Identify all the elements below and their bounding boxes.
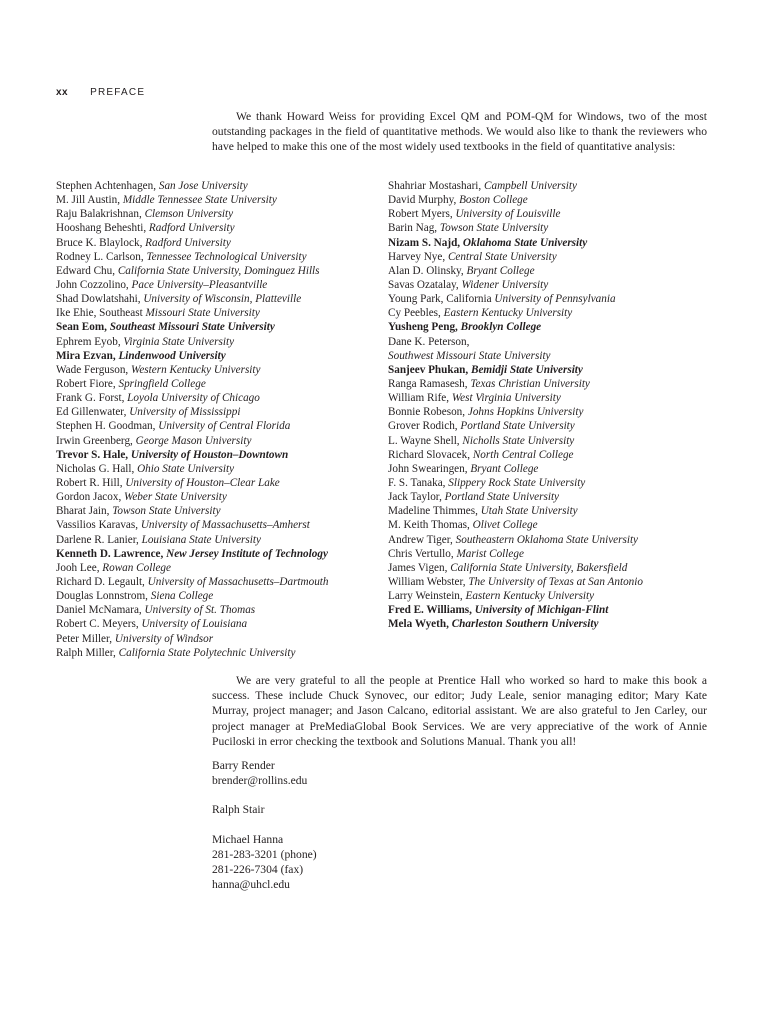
reviewer-affiliation: Springfield College xyxy=(118,377,206,390)
reviewer-entry xyxy=(56,363,329,377)
reviewer-entry xyxy=(388,292,643,306)
reviewer-affiliation: Southwest Missouri State University xyxy=(388,349,551,362)
reviewer-affiliation: Tennessee Technological University xyxy=(146,250,307,263)
reviewer-entry xyxy=(388,320,643,334)
reviewer-entry xyxy=(56,575,329,589)
reviewer-name: Peter Miller, xyxy=(56,632,115,645)
reviewer-name: Irwin Greenberg, xyxy=(56,434,136,447)
reviewer-entry xyxy=(56,306,329,320)
reviewer-affiliation: University of Massachusetts–Dartmouth xyxy=(147,575,329,588)
reviewers-right-column xyxy=(388,179,643,632)
reviewer-affiliation: University of Louisville xyxy=(455,208,561,221)
reviewer-affiliation: Ohio State University xyxy=(137,462,235,475)
reviewer-entry xyxy=(388,278,643,292)
reviewer-entry xyxy=(56,561,329,575)
reviewer-name: Bruce K. Blaylock, xyxy=(56,236,146,249)
reviewer-affiliation: Towson State University xyxy=(439,222,549,235)
reviewer-entry xyxy=(56,278,329,292)
reviewer-entry xyxy=(388,193,643,207)
reviewer-affiliation: Middle Tennessee State University xyxy=(122,194,277,207)
reviewer-entry xyxy=(56,632,329,646)
reviewer-affiliation: University of Wisconsin, Platteville xyxy=(143,293,302,306)
intro-paragraph: We thank Howard Weiss for providing Excel QM and POM-QM for Windows, two of the most outstanding packages in the field of quantitative methods. We would also like to thank the reviewers who have helped to make this one of the most widely used textbooks in the field of quantitative analysis: xyxy=(212,110,707,154)
reviewer-name: Wade Ferguson, xyxy=(56,363,132,376)
reviewer-entry xyxy=(388,448,643,462)
reviewer-name: Shahriar Mostashari, xyxy=(388,180,485,192)
reviewer-affiliation: The University of Texas at San Antonio xyxy=(468,575,643,588)
reviewer-affiliation: Utah State University xyxy=(480,505,578,518)
author-phone: 281-283-3201 (phone) xyxy=(212,847,317,861)
reviewer-entry xyxy=(388,306,643,320)
reviewer-entry xyxy=(56,589,329,603)
reviewer-affiliation: California State Polytechnic University xyxy=(118,646,296,659)
reviewer-affiliation: Marist College xyxy=(456,547,524,560)
reviewer-name: James Vigen, xyxy=(388,561,451,574)
reviewer-name: Bharat Jain, xyxy=(56,505,113,518)
reviewer-entry xyxy=(56,434,329,448)
reviewer-entry xyxy=(388,561,643,575)
reviewer-affiliation: Charleston Southern University xyxy=(451,618,599,631)
section-title: PREFACE xyxy=(90,87,146,98)
reviewer-entry xyxy=(388,250,643,264)
reviewer-affiliation: Missouri State University xyxy=(145,307,260,320)
reviewer-affiliation: Lindenwood University xyxy=(118,349,226,362)
reviewer-entry xyxy=(388,405,643,419)
reviewer-name: Robert Fiore, xyxy=(56,377,119,390)
author-email: brender@rollins.edu xyxy=(212,774,308,788)
reviewer-entry xyxy=(388,603,643,617)
reviewer-affiliation: Portland State University xyxy=(460,420,575,433)
author-name: Barry Render xyxy=(212,759,275,772)
reviewer-affiliation: University of St. Thomas xyxy=(144,604,256,617)
reviewer-entry xyxy=(388,391,643,405)
reviewer-name: Rodney L. Carlson, xyxy=(56,250,147,263)
reviewer-entry xyxy=(388,476,643,490)
reviewer-name: Nicholas G. Hall, xyxy=(56,462,138,475)
reviewer-affiliation: Clemson University xyxy=(144,208,234,221)
reviewer-affiliation: Brooklyn College xyxy=(460,321,542,334)
reviewer-entry xyxy=(388,533,643,547)
reviewer-name: Grover Rodich, xyxy=(388,420,461,433)
reviewer-name: Ike Ehie, Southeast xyxy=(56,307,146,320)
reviewer-name: John Cozzolino, xyxy=(56,278,132,291)
author-name: Michael Hanna xyxy=(212,832,284,846)
reviewer-name: Sanjeev Phukan, xyxy=(388,363,471,376)
reviewer-entry xyxy=(56,377,329,391)
reviewer-entry xyxy=(388,490,643,504)
reviewer-name: Sean Eom, xyxy=(56,321,110,334)
reviewer-entry xyxy=(56,490,329,504)
reviewer-entry xyxy=(56,646,329,660)
reviewer-name: Savas Ozatalay, xyxy=(388,278,462,291)
reviewer-affiliation: Boston College xyxy=(459,194,528,207)
reviewer-name: Young Park, California xyxy=(388,293,495,306)
reviewer-name: Vassilios Karavas, xyxy=(56,519,141,532)
author-email: hanna@uhcl.edu xyxy=(212,878,290,892)
reviewer-name: Douglas Lonnstrom, xyxy=(56,590,151,603)
reviewer-affiliation: University of Louisiana xyxy=(141,618,248,631)
reviewer-affiliation: Towson State University xyxy=(112,505,221,518)
reviewer-name: Madeline Thimmes, xyxy=(388,505,481,518)
reviewer-entry xyxy=(388,179,643,193)
reviewer-name: Kenneth D. Lawrence, xyxy=(56,547,167,560)
reviewer-affiliation: Widener University xyxy=(461,278,549,291)
reviewer-affiliation: Virginia State University xyxy=(123,335,235,348)
reviewer-entry xyxy=(56,603,329,617)
reviewer-name: Barin Nag, xyxy=(388,222,440,235)
reviewer-affiliation: Oklahoma State University xyxy=(462,236,588,249)
reviewer-name: Bonnie Robeson, xyxy=(388,406,468,419)
reviewer-entry xyxy=(56,547,329,561)
reviewer-name: Yusheng Peng, xyxy=(388,321,461,334)
reviewer-affiliation: Bryant College xyxy=(466,264,535,277)
reviewer-name: Robert C. Meyers, xyxy=(56,618,142,631)
reviewer-name: Ranga Ramasesh, xyxy=(388,377,471,390)
reviewer-entry xyxy=(56,391,329,405)
reviewer-entry xyxy=(56,518,329,532)
reviewer-affiliation: Olivet College xyxy=(472,519,538,532)
reviewer-name: Harvey Nye, xyxy=(388,250,448,263)
reviewer-affiliation: Siena College xyxy=(150,590,214,603)
reviewer-affiliation: California State University, Bakersfield xyxy=(450,561,628,574)
reviewer-entry xyxy=(388,589,643,603)
reviewer-name: Richard D. Legault, xyxy=(56,575,148,588)
reviewer-entry xyxy=(56,476,329,490)
reviewer-entry xyxy=(56,405,329,419)
reviewer-affiliation: Loyola University of Chicago xyxy=(127,392,260,405)
reviewer-affiliation: West Virginia University xyxy=(451,392,561,405)
reviewer-name: Mela Wyeth, xyxy=(388,618,452,631)
reviewer-entry xyxy=(388,335,643,349)
reviewer-entry xyxy=(388,377,643,391)
reviewer-name: Ralph Miller, xyxy=(56,646,119,659)
reviewer-name: Jooh Lee, xyxy=(56,561,103,574)
reviewer-entry xyxy=(56,221,329,235)
reviewer-affiliation: Western Kentucky University xyxy=(131,363,261,376)
reviewer-name: Robert Myers, xyxy=(388,208,456,221)
reviewer-entry xyxy=(388,504,643,518)
reviewer-name: Cy Peebles, xyxy=(388,307,444,320)
reviewer-name: Stephen H. Goodman, xyxy=(56,420,159,433)
running-head xyxy=(56,87,145,99)
reviewer-name: M. Keith Thomas, xyxy=(388,519,473,532)
reviewer-entry xyxy=(388,617,643,631)
reviewer-affiliation: Bryant College xyxy=(470,462,539,475)
reviewer-name: Larry Weinstein, xyxy=(388,590,466,603)
reviewer-affiliation: New Jersey Institute of Technology xyxy=(166,547,328,560)
reviewer-entry xyxy=(388,221,643,235)
reviewer-name: Edward Chu, xyxy=(56,264,118,277)
reviewer-affiliation: Southeastern Oklahoma State University xyxy=(455,533,639,546)
reviewer-entry xyxy=(388,547,643,561)
reviewer-entry xyxy=(388,434,643,448)
reviewer-name: David Murphy, xyxy=(388,194,460,207)
reviewer-name: Jack Taylor, xyxy=(388,491,445,504)
reviewer-entry xyxy=(56,504,329,518)
reviewer-name: Shad Dowlatshahi, xyxy=(56,293,144,306)
reviewer-affiliation: Louisiana State University xyxy=(141,533,261,546)
reviewer-affiliation: Radford University xyxy=(145,236,231,249)
signature-block xyxy=(212,758,317,892)
reviewer-entry xyxy=(56,448,329,462)
reviewer-entry xyxy=(388,419,643,433)
reviewer-entry xyxy=(388,575,643,589)
reviewer-name: Robert R. Hill, xyxy=(56,476,126,489)
reviewers-left-column xyxy=(56,179,329,660)
reviewer-affiliation: University of Houston–Clear Lake xyxy=(125,476,280,489)
reviewer-affiliation: North Central College xyxy=(472,448,574,461)
page-number: xx xyxy=(56,87,69,98)
reviewer-entry xyxy=(56,335,329,349)
reviewer-name: Andrew Tiger, xyxy=(388,533,456,546)
reviewer-name: Fred E. Williams, xyxy=(388,604,475,617)
author-fax: 281-226-7304 (fax) xyxy=(212,862,304,876)
reviewer-entry xyxy=(56,179,329,193)
reviewer-entry xyxy=(388,236,643,250)
reviewer-entry xyxy=(388,363,643,377)
reviewer-name: Darlene R. Lanier, xyxy=(56,533,142,546)
reviewer-affiliation: University of Houston–Downtown xyxy=(130,448,289,461)
reviewer-affiliation: Pace University–Pleasantville xyxy=(131,278,268,291)
reviewer-affiliation: Texas Christian University xyxy=(470,377,590,390)
reviewer-name: Alan D. Olinsky, xyxy=(388,264,467,277)
reviewer-affiliation: Radford University xyxy=(148,222,235,235)
reviewer-affiliation: University of Michigan-Flint xyxy=(474,604,609,617)
thanks-paragraph: We are very grateful to all the people at Prentice Hall who worked so hard to make this book a success. These include Chuck Synovec, our editor; Judy Leale, senior managing editor; Mary Kate Murray, project manager; and Jason Calcano, editorial assistant. We are also grateful to Jen Carley, our project manager at PreMediaGlobal Book Services. We are very appreciative of the work of Annie Puciloski in error checking the textbook and Solutions Manual. Thank you all! xyxy=(212,674,707,748)
reviewer-name: William Rife, xyxy=(388,392,452,405)
reviewer-name: Ed Gillenwater, xyxy=(56,406,130,419)
reviewer-affiliation: University of Windsor xyxy=(114,632,214,645)
reviewer-name: Daniel McNamara, xyxy=(56,604,145,617)
reviewer-name: Nizam S. Najd, xyxy=(388,236,463,249)
reviewer-name: Chris Vertullo, xyxy=(388,547,457,560)
reviewer-name: Richard Slovacek, xyxy=(388,448,473,461)
reviewer-entry xyxy=(56,462,329,476)
reviewer-entry xyxy=(56,193,329,207)
reviewer-affiliation: Bemidji State University xyxy=(471,363,583,376)
reviewer-affiliation: Portland State University xyxy=(444,491,560,504)
reviewer-affiliation: San Jose University xyxy=(158,180,248,192)
reviewer-entry xyxy=(388,207,643,221)
reviewer-entry xyxy=(56,250,329,264)
reviewer-entry xyxy=(388,264,643,278)
reviewer-entry xyxy=(56,419,329,433)
reviewer-affiliation: Johns Hopkins University xyxy=(467,406,584,419)
reviewer-entry xyxy=(388,518,643,532)
reviewer-affiliation: Eastern Kentucky University xyxy=(443,307,573,320)
reviewer-entry xyxy=(56,533,329,547)
reviewer-entry xyxy=(56,264,329,278)
reviewer-name: M. Jill Austin, xyxy=(56,194,123,207)
reviewer-affiliation: Slippery Rock State University xyxy=(448,476,586,489)
reviewer-name: William Webster, xyxy=(388,575,469,588)
reviewer-affiliation: University of Pennsylvania xyxy=(494,293,616,306)
reviewer-name: Frank G. Forst, xyxy=(56,392,128,405)
reviewer-entry xyxy=(388,462,643,476)
reviewer-name: Raju Balakrishnan, xyxy=(56,208,145,221)
reviewer-affiliation: California State University, Dominguez Hills xyxy=(117,264,320,277)
reviewer-entry xyxy=(388,349,643,363)
reviewer-name: Trevor S. Hale, xyxy=(56,448,131,461)
reviewer-affiliation: Central State University xyxy=(447,250,557,263)
reviewer-name: Mira Ezvan, xyxy=(56,349,119,362)
reviewer-affiliation: Nicholls State University xyxy=(462,434,575,447)
author-name: Ralph Stair xyxy=(212,803,265,817)
reviewer-entry xyxy=(56,617,329,631)
reviewer-affiliation: University of Central Florida xyxy=(158,420,291,433)
reviewer-affiliation: George Mason University xyxy=(135,434,252,447)
reviewer-name: Hooshang Beheshti, xyxy=(56,222,149,235)
reviewer-affiliation: University of Massachusetts–Amherst xyxy=(140,519,310,532)
reviewer-entry xyxy=(56,349,329,363)
reviewer-name: Stephen Achtenhagen, xyxy=(56,180,159,192)
reviewer-name: Gordon Jacox, xyxy=(56,491,125,504)
reviewer-entry xyxy=(56,320,329,334)
reviewer-name: F. S. Tanaka, xyxy=(388,476,449,489)
reviewer-affiliation: Weber State University xyxy=(124,491,227,504)
reviewer-name: John Swearingen, xyxy=(388,462,471,475)
reviewer-name: Dane K. Peterson, xyxy=(388,335,470,348)
reviewer-affiliation: University of Mississippi xyxy=(129,406,241,419)
reviewer-affiliation: Eastern Kentucky University xyxy=(465,590,595,603)
reviewer-entry xyxy=(56,292,329,306)
reviewer-entry xyxy=(56,207,329,221)
reviewer-affiliation: Campbell University xyxy=(484,180,577,192)
reviewer-affiliation: Southeast Missouri State University xyxy=(109,321,275,334)
reviewer-name: L. Wayne Shell, xyxy=(388,434,463,447)
reviewer-affiliation: Rowan College xyxy=(102,561,171,574)
reviewer-entry xyxy=(56,236,329,250)
reviewer-name: Ephrem Eyob, xyxy=(56,335,124,348)
